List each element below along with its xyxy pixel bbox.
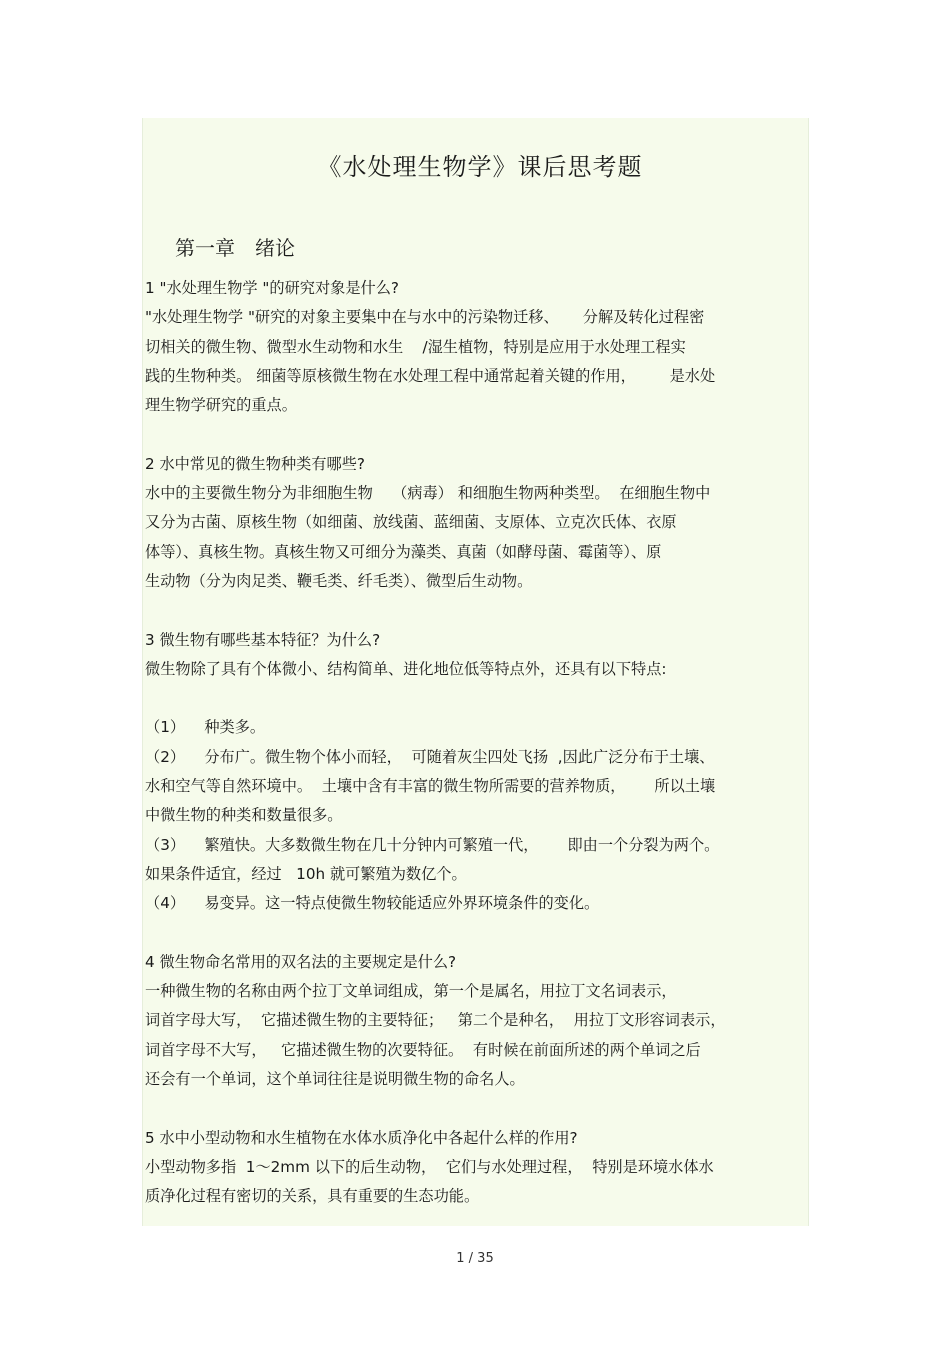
answer-3-line: （2） 分布广。微生物个体小而轻， 可随着灰尘四处飞扬 ,因此广泛分布于土壤、	[145, 747, 715, 766]
answer-5-line: 小型动物多指 1～2mm 以下的后生动物， 它们与水处理过程， 特别是环境水体水	[145, 1157, 714, 1176]
question-3: 3 微生物有哪些基本特征？为什么?	[145, 630, 381, 649]
answer-4-line: 词首字母大写， 它描述微生物的主要特征； 第二个是种名， 用拉丁文形容词表示，	[145, 1011, 726, 1030]
paragraph-gap	[145, 919, 805, 948]
paragraph-gap	[145, 420, 805, 449]
answer-5-line: 质净化过程有密切的关系，具有重要的生态功能。	[145, 1187, 480, 1206]
answer-3-intro: 微生物除了具有个体微小、结构简单、进化地位低等特点外，还具有以下特点:	[145, 659, 667, 678]
answer-4-line: 词首字母不大写， 它描述微生物的次要特征。 有时候在前面所述的两个单词之后	[145, 1040, 701, 1059]
question-2: 2 水中常见的微生物种类有哪些?	[145, 454, 365, 473]
question-5: 5 水中小型动物和水生植物在水体水质净化中各起什么样的作用?	[145, 1128, 578, 1147]
answer-3-line: （1） 种类多。	[145, 718, 266, 737]
document-body	[145, 274, 805, 1212]
page-number: 1 / 35	[456, 1251, 494, 1266]
question-1: 1 "水处理生物学 "的研究对象是什么?	[145, 279, 399, 297]
answer-1-line: 理生物学研究的重点。	[145, 396, 297, 415]
answer-2-line: 水中的主要微生物分为非细胞生物 （病毒） 和细胞生物两种类型。 在细胞生物中	[145, 484, 711, 503]
answer-1-line: 践的生物种类。 细菌等原核微生物在水处理工程中通常起着关键的作用， 是水处	[145, 366, 716, 385]
answer-4-line: 还会有一个单词，这个单词往往是说明微生物的命名人。	[145, 1070, 525, 1089]
answer-1-line: 切相关的微生物、微型水生动物和水生 /湿生植物，特别是应用于水处理工程实	[145, 337, 686, 356]
answer-1-line: "水处理生物学 "研究的对象主要集中在与水中的污染物迁移、 分解及转化过程密	[145, 308, 705, 327]
answer-4-line: 一种微生物的名称由两个拉丁文单词组成，第一个是属名，用拉丁文名词表示，	[145, 982, 677, 1001]
question-4: 4 微生物命名常用的双名法的主要规定是什么?	[145, 952, 457, 971]
answer-3-line: 如果条件适宜，经过 10h 就可繁殖为数亿个。	[145, 864, 467, 883]
answer-2-line: 体等）、真核生物。真核生物又可细分为藻类、真菌（如酵母菌、霉菌等）、原	[145, 542, 662, 561]
answer-2-line: 又分为古菌、原核生物（如细菌、放线菌、蓝细菌、支原体、立克次氏体、衣原	[145, 513, 677, 532]
document-title: 《水处理生物学》课后思考题	[317, 153, 643, 181]
answer-3-line: （3） 繁殖快。大多数微生物在几十分钟内可繁殖一代， 即由一个分裂为两个。	[145, 835, 720, 854]
answer-3-line: 中微生物的种类和数量很多。	[145, 806, 343, 825]
paragraph-gap	[145, 596, 805, 625]
answer-2-line: 生动物（分为肉足类、鞭毛类、纤毛类）、微型后生动物。	[145, 571, 533, 590]
paragraph-gap	[145, 684, 805, 713]
paragraph-gap	[145, 1094, 805, 1123]
answer-3-line: 水和空气等自然环境中。 土壤中含有丰富的微生物所需要的营养物质， 所以土壤	[145, 777, 716, 796]
answer-3-line: （4） 易变异。这一特点使微生物较能适应外界环境条件的变化。	[145, 894, 600, 913]
chapter-heading: 第一章 绪论	[175, 236, 295, 260]
